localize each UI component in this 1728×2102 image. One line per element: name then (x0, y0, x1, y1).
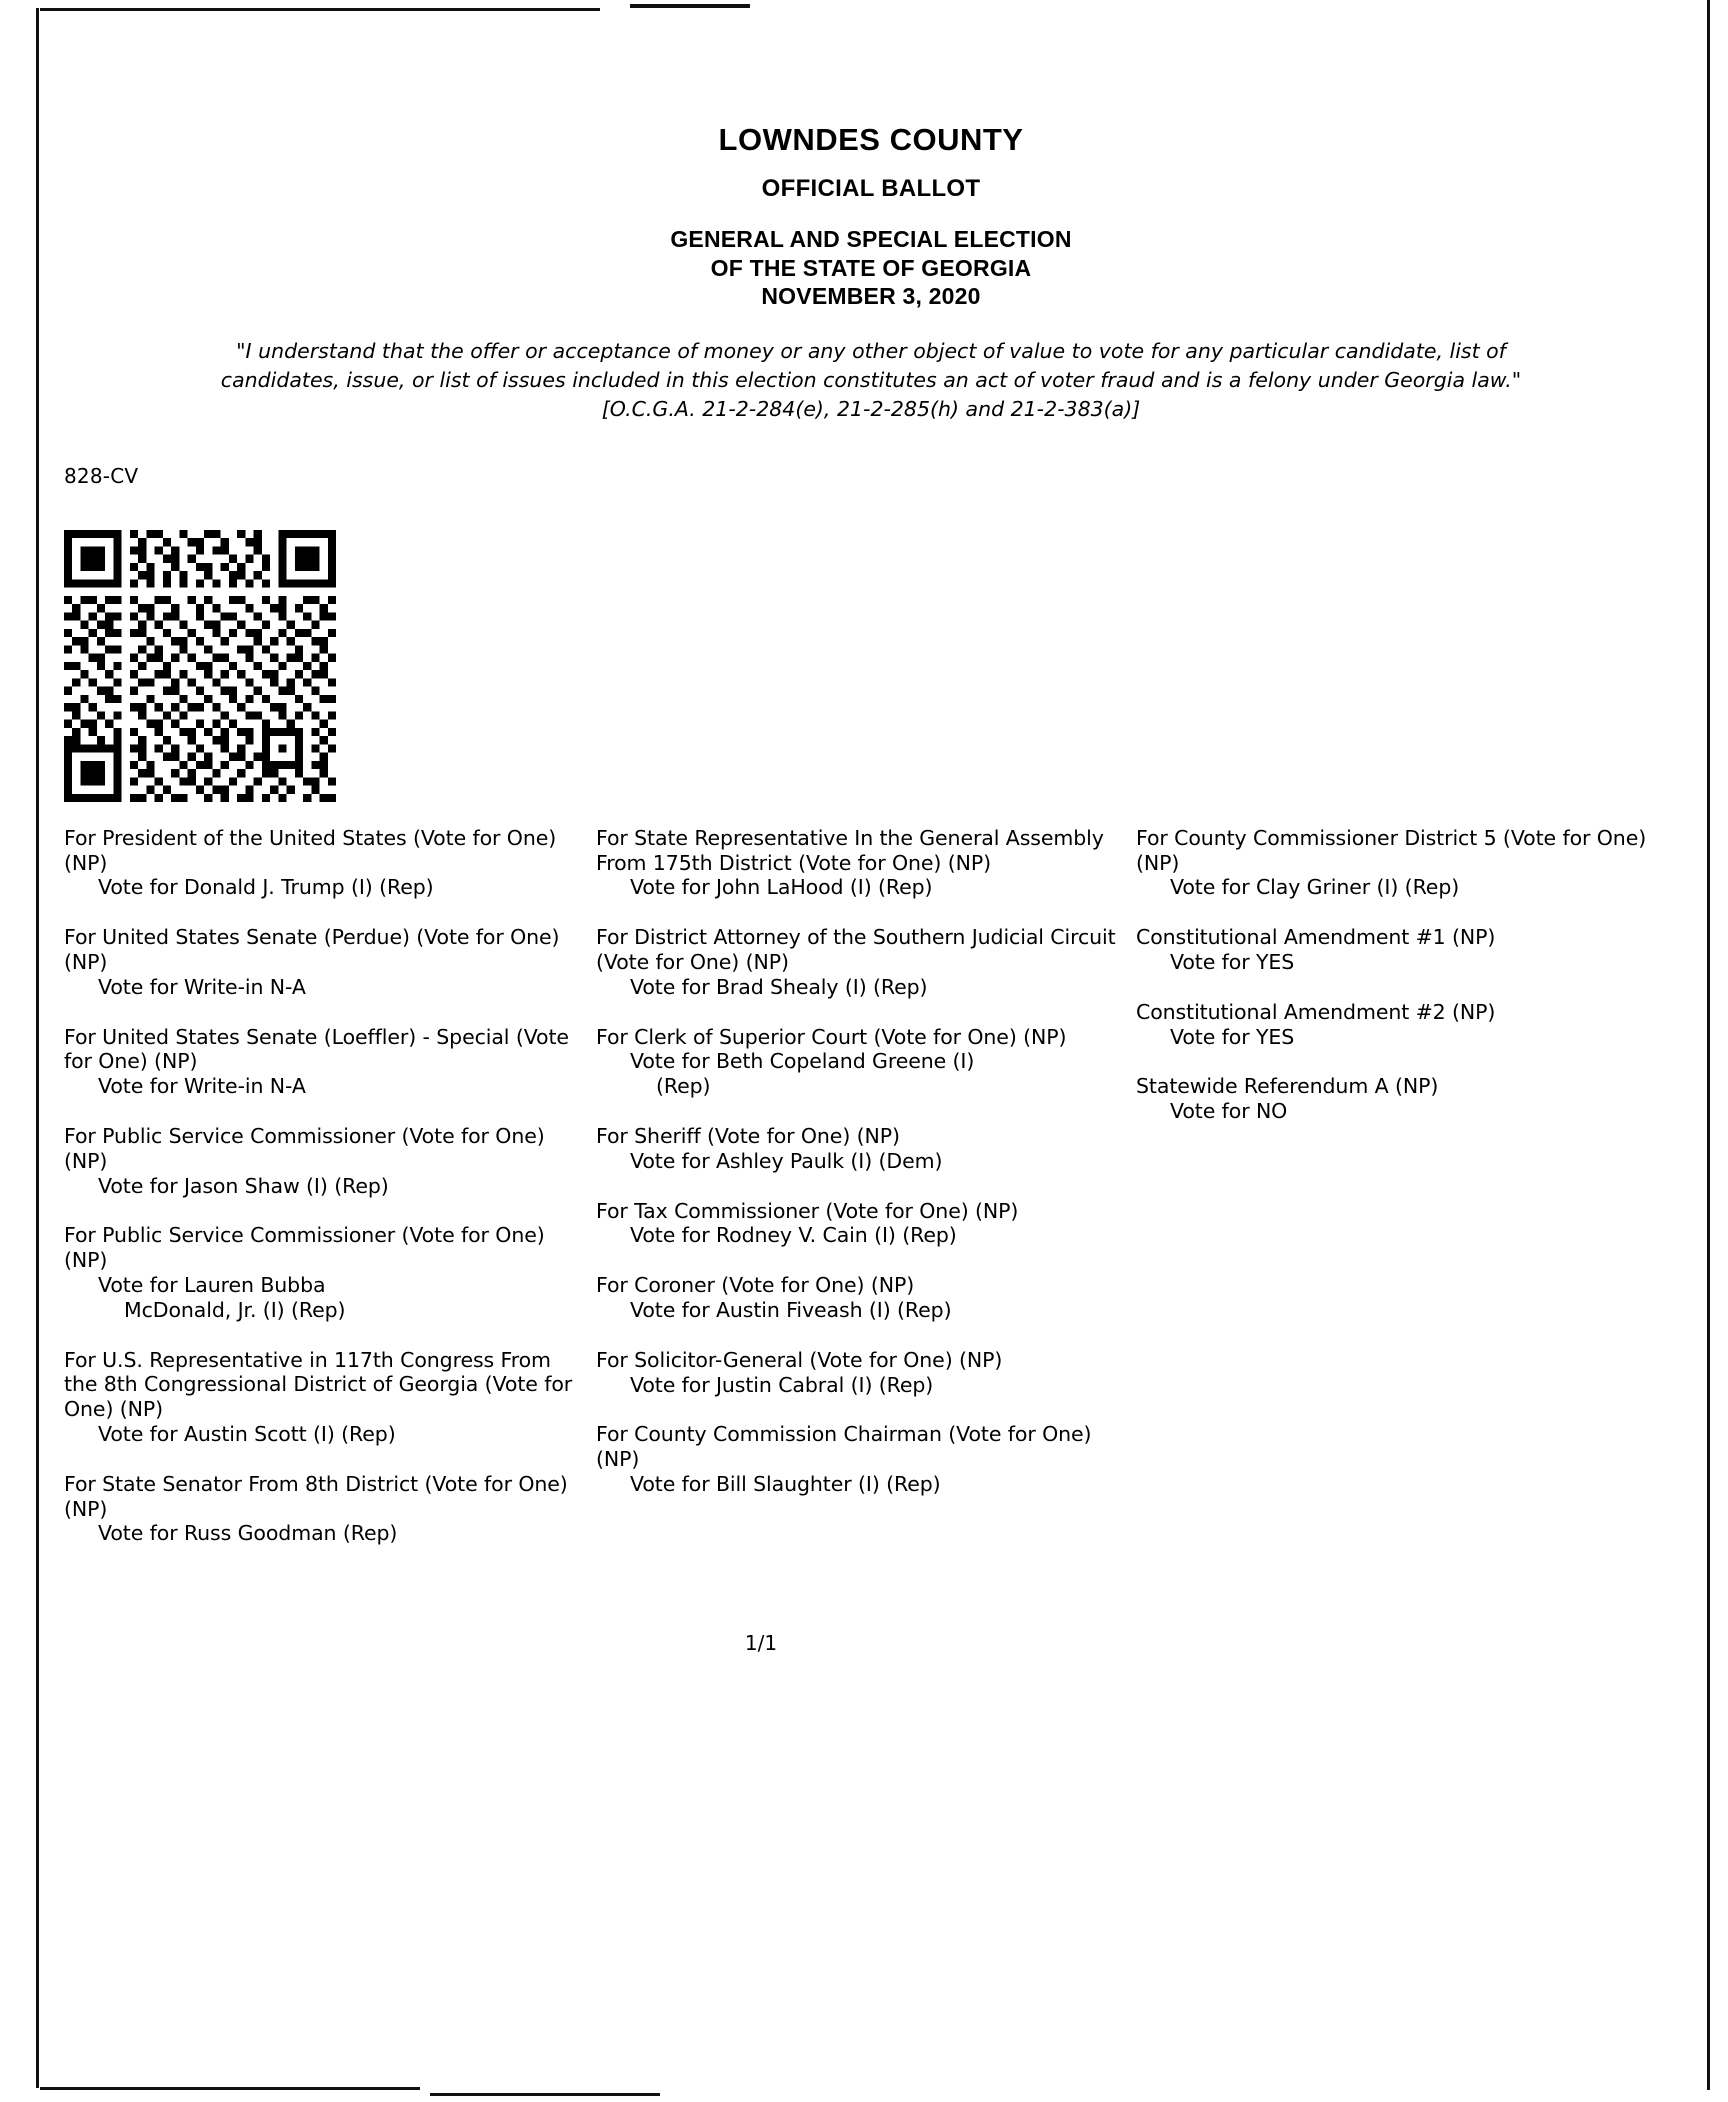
contest-choice: Vote for Rodney V. Cain (I) (Rep) (630, 1223, 957, 1248)
contest-title: Statewide Referendum A (NP) (1136, 1074, 1439, 1099)
contest-title: Constitutional Amendment #1 (NP) (1136, 925, 1496, 950)
contest-choice: Vote for YES (1170, 950, 1295, 975)
contest-choice: Vote for Ashley Paulk (I) (Dem) (630, 1148, 943, 1173)
qr-code-container (64, 530, 1686, 802)
contest-column-2 (596, 826, 1136, 1522)
contest-state-representative (596, 826, 1124, 900)
contest-choice: Vote for Russ Goodman (Rep) (98, 1521, 398, 1546)
contest-title: Constitutional Amendment #2 (NP) (1136, 999, 1496, 1024)
contest-us-senate-perdue (64, 925, 584, 999)
contest-choice-line1: Vote for Beth Copeland Greene (I) (630, 1049, 975, 1074)
contest-title: For United States Senate (Perdue) (Vote for One) (NP) (64, 925, 560, 975)
contest-choice (596, 1049, 1124, 1099)
ballot-header (56, 122, 1686, 311)
contest-title: For State Representative In the General Assembly From 175th District (Vote for One) (NP) (596, 825, 1104, 875)
contest-us-representative (64, 1348, 584, 1447)
contest-title: For Sheriff (Vote for One) (NP) (596, 1124, 900, 1149)
contest-district-attorney (596, 925, 1124, 999)
election-title-line2: OF THE STATE OF GEORGIA (710, 254, 1032, 281)
contest-title: For United States Senate (Loeffler) - Special (Vote for One) (NP) (64, 1024, 569, 1074)
ballot-content (56, 0, 1686, 1655)
scan-edge-artifact-bottom (40, 2087, 420, 2090)
contest-column-1 (56, 826, 596, 1571)
contest-choice: Vote for NO (1170, 1099, 1288, 1124)
contest-coroner (596, 1273, 1124, 1323)
contest-choice-line2: McDonald, Jr. (I) (Rep) (124, 1297, 346, 1322)
contest-title: For Tax Commissioner (Vote for One) (NP) (596, 1198, 1019, 1223)
scan-edge-artifact-left (36, 8, 39, 2088)
contest-title: For Public Service Commissioner (Vote for One) (NP) (64, 1124, 545, 1173)
contest-choice-line2: (Rep) (656, 1074, 711, 1099)
ballot-style-id: 828-CV (64, 463, 139, 488)
contest-choice (64, 1273, 584, 1323)
county-title: LOWNDES COUNTY (718, 122, 1024, 157)
contest-solicitor-general (596, 1348, 1124, 1398)
contest-statewide-referendum-a (1136, 1074, 1664, 1124)
contest-title: For State Senator From 8th District (Vote for One) (NP) (64, 1471, 568, 1521)
contest-county-commission-chairman (596, 1422, 1124, 1496)
contest-state-senator (64, 1472, 584, 1546)
contest-president (64, 826, 584, 900)
contest-title: For Solicitor-General (Vote for One) (NP) (596, 1347, 1003, 1372)
contest-columns (56, 826, 1686, 1571)
contest-title: For Coroner (Vote for One) (NP) (596, 1273, 915, 1298)
contest-choice: Vote for Brad Shealy (I) (Rep) (630, 974, 928, 999)
contest-psc-mcdonald (64, 1223, 584, 1322)
contest-psc-shaw (64, 1124, 584, 1198)
contest-choice: Vote for Clay Griner (I) (Rep) (1170, 875, 1460, 900)
contest-choice: Vote for YES (1170, 1024, 1295, 1049)
contest-choice: Vote for Bill Slaughter (I) (Rep) (630, 1472, 941, 1497)
contest-constitutional-amendment-2 (1136, 1000, 1664, 1050)
contest-choice: Vote for Write-in N-A (98, 1074, 306, 1099)
contest-choice: Vote for Write-in N-A (98, 974, 306, 999)
voter-fraud-oath-text: "I understand that the offer or acceptance of money or any other object of value to vote for any particular candidate, list of candidates, issue, or list of issues included in this election constitutes an act of voter fraud and is a felony under Georgia law." [O.C.G.A. 21-2-284(e), 21-2-285(h) and 21-2-383(a)] (220, 338, 1522, 421)
contest-title: For District Attorney of the Southern Judicial Circuit (Vote for One) (NP) (596, 925, 1116, 975)
contest-us-senate-loeffler (64, 1025, 584, 1099)
contest-choice: Vote for Justin Cabral (I) (Rep) (630, 1372, 934, 1397)
election-title (56, 225, 1686, 311)
contest-title: For County Commissioner District 5 (Vote for One) (NP) (1136, 825, 1647, 875)
contest-tax-commissioner (596, 1199, 1124, 1249)
contest-sheriff (596, 1124, 1124, 1174)
qr-code-icon (64, 530, 336, 802)
contest-title: For Public Service Commissioner (Vote for One) (NP) (64, 1223, 545, 1273)
contest-title: For Clerk of Superior Court (Vote for One) (NP) (596, 1024, 1067, 1049)
contest-county-commissioner-district-5 (1136, 826, 1664, 900)
contest-constitutional-amendment-1 (1136, 925, 1664, 975)
contest-choice: Vote for Austin Fiveash (I) (Rep) (630, 1298, 952, 1323)
contest-choice-line1: Vote for Lauren Bubba (98, 1273, 326, 1298)
contest-choice: Vote for Jason Shaw (I) (Rep) (98, 1173, 389, 1198)
contest-title: For U.S. Representative in 117th Congress From the 8th Congressional District of Georgia (Vote for One) (NP) (64, 1347, 573, 1422)
contest-choice: Vote for Austin Scott (I) (Rep) (98, 1422, 396, 1447)
official-ballot-label: OFFICIAL BALLOT (761, 175, 981, 202)
contest-choice: Vote for Donald J. Trump (I) (Rep) (98, 875, 434, 900)
election-date: NOVEMBER 3, 2020 (761, 283, 981, 310)
contest-title: For County Commission Chairman (Vote for One) (NP) (596, 1422, 1092, 1472)
scan-edge-artifact-right (1707, 0, 1710, 2090)
scan-edge-artifact-bottom-right (430, 2093, 660, 2096)
contest-column-3 (1136, 826, 1676, 1149)
contest-choice: Vote for John LaHood (I) (Rep) (630, 875, 933, 900)
election-title-line1: GENERAL AND SPECIAL ELECTION (670, 226, 1072, 252)
contest-clerk-superior-court (596, 1025, 1124, 1099)
contest-title: For President of the United States (Vote for One) (NP) (64, 825, 557, 875)
page-number: 1/1 (744, 1631, 778, 1656)
